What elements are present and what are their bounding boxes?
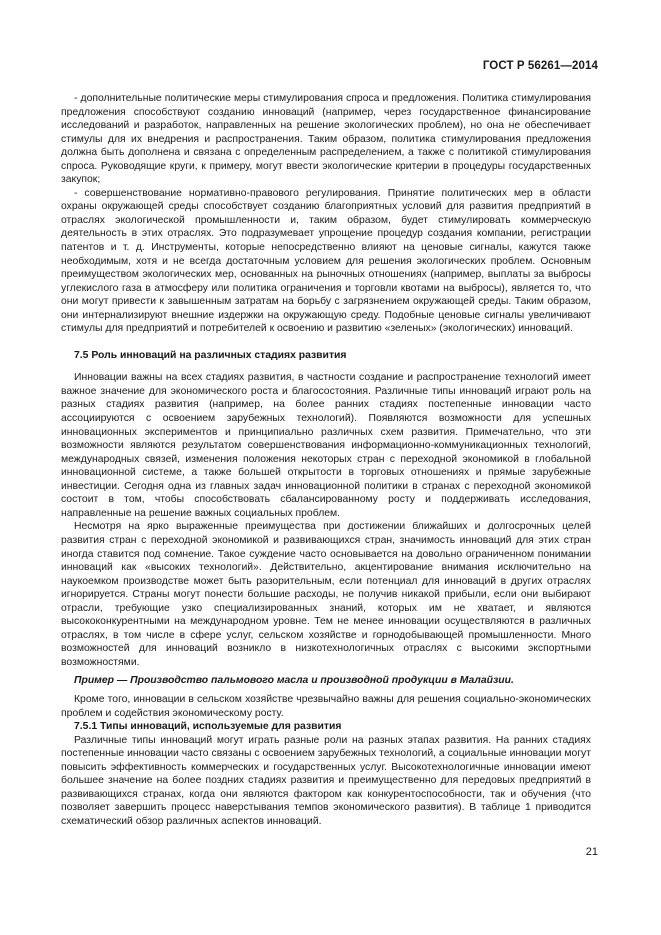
page-number: 21 — [585, 846, 598, 858]
page-body — [61, 92, 591, 828]
paragraph-innovation-stages: Инновации важны на всех стадиях развития, в частности создание и распространение технологий имеет важное значение для экономического роста и благосостояния. Различные типы инноваций играют роль на разных стадиях развития (например, на более ранних стадиях постепенные инновации часто ассоциируются с освоением зарубежных технологий). Появляются возможности для успешных инновационных экспериментов и принципиально различных схем развития. Примечательно, что эти возможности являются результатом совершенствования информационно-коммуникационных технологий, международных связей, изменения положения некоторых стран с переходной экономикой в глобальной инновационной системе, а также большей открытости в торговых отношениях и прямые зарубежные инвестиции. Сегодня одна из главных задач инновационной политики в странах с переходной экономикой состоит в том, чтобы способствовать сбалансированному росту и поддерживать исследования, направленные на решение важных социальных проблем. — [61, 372, 591, 519]
subsection-heading-7-5-1: 7.5.1 Типы инноваций, используемые для развития — [74, 721, 342, 733]
paragraph-demand-supply-policy: - дополнительные политические меры стимулирования спроса и предложения. Политика стимулирования предложения способствуют созданию инноваций (например, через государственное финансирование исследований и разработок, направленных на решение экологических проблем), но она не обеспечивает стимулы для их внедрения и распространения. Таким образом, политика стимулирования предложения должна быть дополнена и связана с определенным распределением, а также с политикой стимулирования спроса. Руководящие круги, к примеру, могут ввести экологические критерии в процедуры государственных закупок; — [61, 93, 591, 186]
paragraph-regulation: - совершенствование нормативно-правового регулирования. Принятие политических мер в области охраны окружающей среды способствует созданию благоприятных условий для развития предприятий в отраслях экологической промышленности и, таким образом, будет стимулировать коммерческую деятельность в этих отраслях. Это подразумевает упрощение процедур создания компании, регистрации патентов и т. д. Инструменты, которые непосредственно влияют на ценовые сигналы, кажутся также необходимым, хотя и не всегда достаточным условием для решения экологических проблем. Основным преимуществом экологических мер, основанных на рыночных отношениях (например, выплаты за выбросы углекислого газа в атмосферу или политика ограничения и торговли квотами на выбросы), является то, что они могут привести к завышенным затратам на борьбу с загрязнением окружающей среды. Таким образом, они интернализируют внешние издержки на окружающую среду. Подобные ценовые сигналы увеличивают стимулы для предприятий и потребителей к освоению и развитию «зеленых» (экологических) инноваций. — [61, 187, 591, 335]
paragraph-agriculture: Кроме того, инновации в сельском хозяйстве чрезвычайно важны для решения социально-экономических проблем и содействия экономическому росту. — [61, 693, 591, 719]
example-note: Пример — Производство пальмового масла и производной продукции в Малайзии. — [74, 675, 514, 687]
paragraph-innovation-types: Различные типы инноваций могут играть разные роли на разных этапах развития. На ранних стадиях постепенные инновации часто связаны с освоением зарубежных технологий, а социальные инновации могут повысить эффективность коммерческих и государственных услуг. Высокотехнологичные инновации имеют большее значение на более поздних стадиях развития и преимущественно для передовых предприятий в развивающихся странах, когда они являются фактором как конкурентоспособности, так и обучения (что позволяет завершить процесс наверстывания темпов экономического развития). В таблице 1 приводится схематический обзор различных аспектов инноваций. — [61, 734, 591, 827]
document-header — [483, 60, 598, 72]
section-heading-7-5: 7.5 Роль инноваций на различных стадиях развития — [74, 349, 347, 361]
standard-id: ГОСТ Р 56261—2014 — [482, 60, 598, 72]
paragraph-innovation-significance: Несмотря на ярко выраженные преимущества при достижении ближайших и долгосрочных целей развития стран с переходной экономикой и развивающихся стран, значимость инноваций для этих стран иногда ставится под сомнение. Такое суждение часто основывается на довольно ограниченном понимании инноваций как «высоких технологий». Действительно, акцентирование внимания исключительно на наукоемком производстве может быть разорительным, если потенциал для инноваций в других отраслях игнорируется. Страны могут понести большие расходы, не получив никакой прибыли, если они выбирают отрасли, требующие узко специализированных знаний, которых им не хватает, и являются высококонкурентными на международном уровне. Тем не менее инновации осуществляются в различных отраслях, в том числе в сфере услуг, сельском хозяйстве и горнодобывающей промышленности. Много возможностей для инноваций возникло в низкотехнологичных отраслях с высокими экспортными возможностями. — [61, 521, 591, 668]
